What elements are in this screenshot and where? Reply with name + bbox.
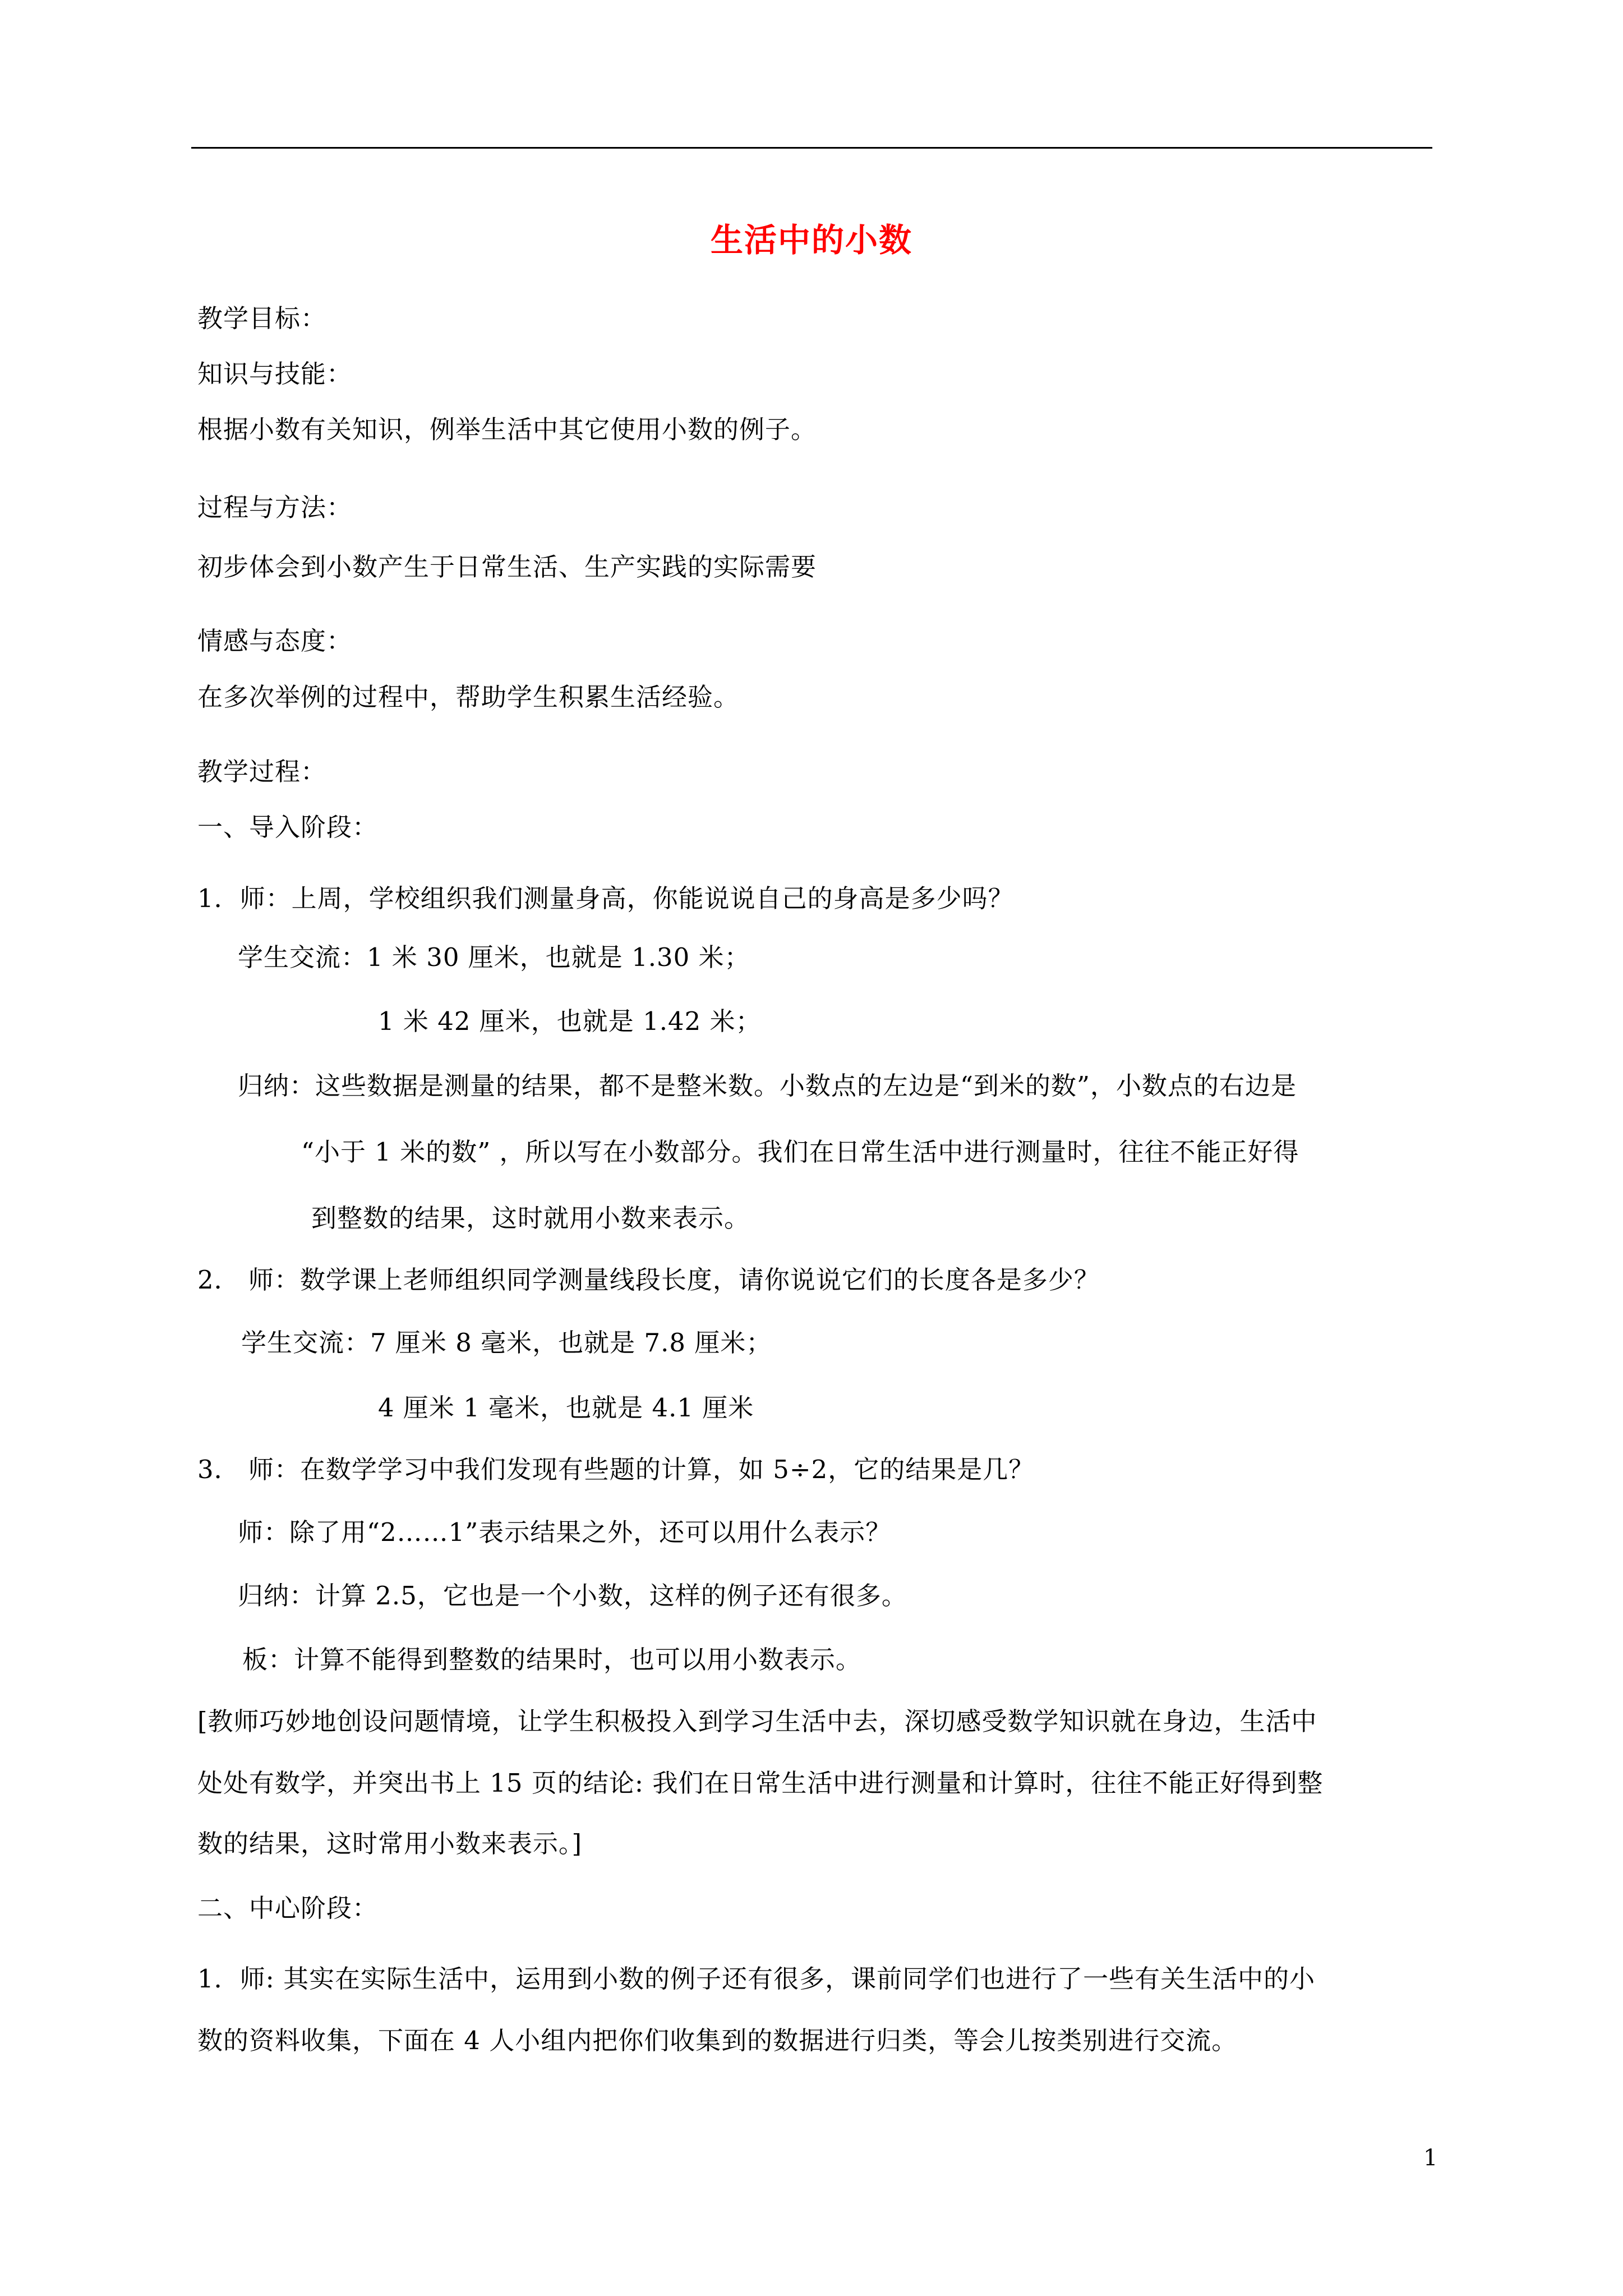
text-line: 师：除了用“2……1”表示结果之外，还可以用什么表示？ — [238, 1517, 892, 1547]
text-line: 情感与态度： — [197, 626, 353, 656]
text-line: 板：计算不能得到整数的结果时，也可以用小数表示。 — [242, 1645, 862, 1674]
text-line: 3． 师：在数学学习中我们发现有些题的计算，如 5÷2，它的结果是几？ — [197, 1455, 1035, 1484]
text-line: 初步体会到小数产生于日常生活、生产实践的实际需要 — [197, 552, 817, 582]
text-line: “小于 1 米的数” ，所以写在小数部分。我们在日常生活中进行测量时，往往不能正好得 — [301, 1137, 1299, 1167]
page-title: 生活中的小数 — [710, 221, 912, 259]
section-heading: 一、导入阶段： — [197, 812, 379, 842]
text-line: 1．师：上周，学校组织我们测量身高，你能说说自己的身高是多少吗？ — [197, 884, 1014, 913]
section-heading: 二、中心阶段： — [197, 1893, 379, 1923]
text-line: 过程与方法： — [197, 493, 353, 522]
header-rule — [191, 147, 1432, 149]
text-line: 教学目标： — [197, 303, 327, 333]
text-line: 4 厘米 1 毫米，也就是 4.1 厘米 — [378, 1393, 754, 1423]
text-line: 学生交流：1 米 30 厘米，也就是 1.30 米； — [238, 942, 750, 972]
text-line: 在多次举例的过程中，帮助学生积累生活经验。 — [197, 682, 740, 712]
text-line: 2． 师：数学课上老师组织同学测量线段长度，请你说说它们的长度各是多少？ — [197, 1265, 1100, 1295]
text-line: 归纳：计算 2.5，它也是一个小数，这样的例子还有很多。 — [238, 1581, 907, 1611]
page-number: 1 — [1423, 2145, 1438, 2171]
text-line: 到整数的结果，这时就用小数来表示。 — [311, 1203, 750, 1233]
text-line: 根据小数有关知识，例举生活中其它使用小数的例子。 — [197, 415, 817, 444]
text-line: 归纳：这些数据是测量的结果，都不是整米数。小数点的左边是“到米的数”，小数点的右边是 — [238, 1071, 1297, 1101]
text-line: 教学过程： — [197, 757, 327, 786]
text-line: [教师巧妙地创设问题情境，让学生积极投入到学习生活中去，深切感受数学知识就在身边，生活中 — [197, 1706, 1317, 1736]
text-line: 1 米 42 厘米，也就是 1.42 米； — [378, 1006, 762, 1036]
text-line: 1．师: 其实在实际生活中，运用到小数的例子还有很多，课前同学们也进行了一些有关生活中的小 — [197, 1964, 1316, 1994]
text-line: 知识与技能： — [197, 359, 353, 389]
text-line: 学生交流：7 厘米 8 毫米，也就是 7.8 厘米； — [241, 1328, 772, 1358]
text-line: 处处有数学，并突出书上 15 页的结论: 我们在日常生活中进行测量和计算时，往往不能正好得到整 — [197, 1768, 1324, 1798]
text-line: 数的资料收集，下面在 4 人小组内把你们收集到的数据进行归类，等会儿按类别进行交流。 — [197, 2026, 1238, 2055]
text-line: 数的结果，这时常用小数来表示。] — [197, 1829, 583, 1858]
